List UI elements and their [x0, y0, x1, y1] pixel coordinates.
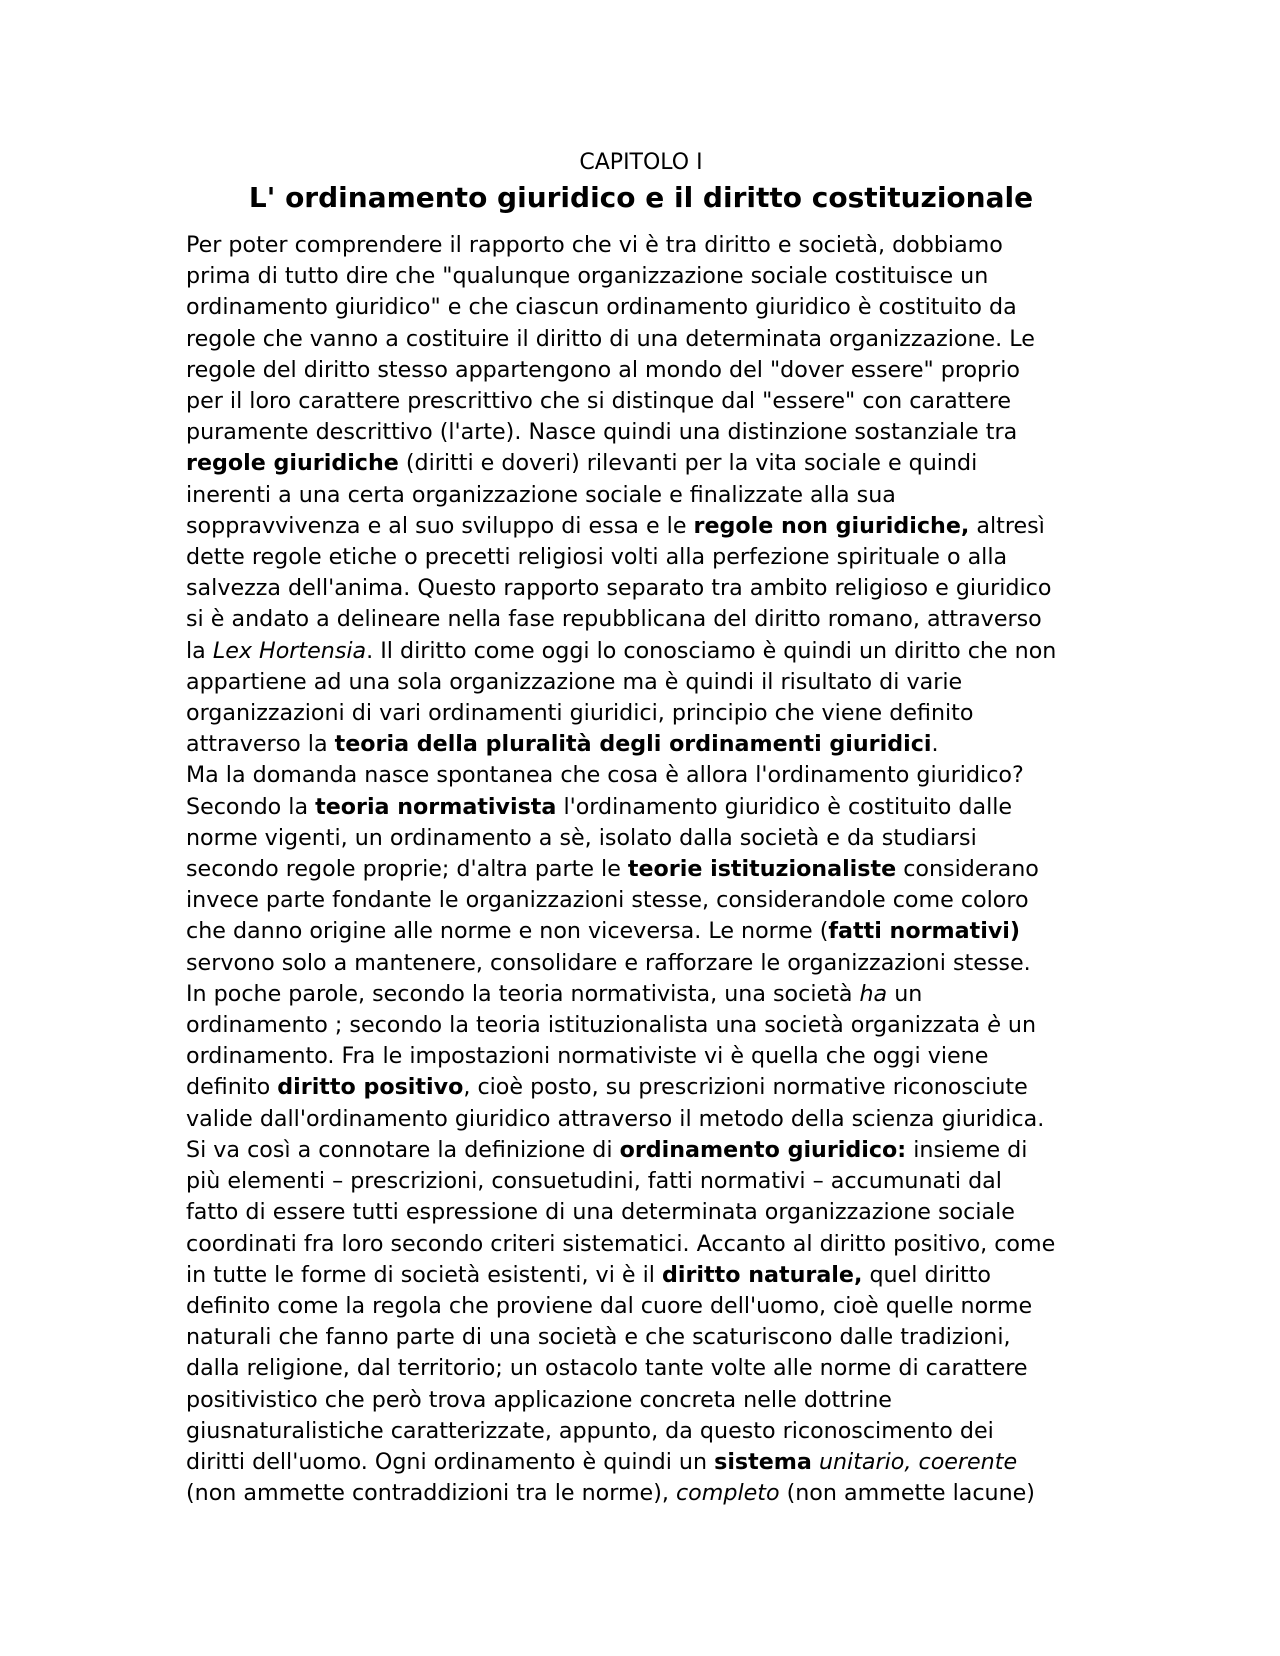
text-line [186, 823, 1096, 854]
text-segment: definito [186, 1074, 278, 1101]
text-segment [812, 1449, 819, 1475]
text-line [186, 573, 1096, 604]
text-line [186, 261, 1096, 292]
text-segment: la [186, 637, 213, 664]
bold-term: sistema [714, 1448, 812, 1475]
text-line [186, 1447, 1096, 1478]
text-segment: per il loro carattere prescrittivo che si distinque dal "essere" con carattere [186, 388, 1012, 415]
text-segment: regole che vanno a costituire il diritto di una determinata organizzazione. Le [186, 325, 1035, 352]
text-line [186, 1478, 1096, 1509]
text-line [186, 1229, 1096, 1260]
text-line [186, 386, 1096, 417]
text-segment: servono solo a mantenere, consolidare e rafforzare le organizzazioni stesse. [186, 949, 1031, 976]
document-page [186, 148, 1096, 1509]
text-line [186, 854, 1096, 885]
text-line [186, 885, 1096, 916]
text-segment: (non ammette lacune) [779, 1480, 1035, 1507]
text-segment: ordinamento giuridico" e che ciascun ordinamento giuridico è costituito da [186, 294, 1017, 321]
text-segment: più elementi – prescrizioni, consuetudini, fatti normativi – accumunati dal [186, 1168, 1002, 1195]
text-segment: un [1000, 1012, 1037, 1039]
text-line [186, 1260, 1096, 1291]
text-line [186, 667, 1096, 698]
text-line [186, 729, 1096, 760]
text-line [186, 542, 1096, 573]
text-line [186, 792, 1096, 823]
chapter-title: L' ordinamento giuridico e il diritto costituzionale [248, 181, 1034, 214]
text-line [186, 480, 1096, 511]
text-segment: altresì [969, 512, 1045, 539]
text-line [186, 355, 1096, 386]
text-line [186, 1197, 1096, 1228]
text-line [186, 1322, 1096, 1353]
text-line [186, 636, 1096, 667]
bold-term: fatti normativi) [828, 918, 1021, 945]
italic-term: ha [859, 980, 888, 1007]
text-line [186, 916, 1096, 947]
text-segment: . [931, 731, 939, 758]
italic-term: completo [675, 1480, 780, 1507]
text-segment: insieme di [906, 1136, 1028, 1163]
text-segment: quel diritto [862, 1261, 991, 1288]
text-segment: norme vigenti, un ordinamento a sè, isolato dalla società e da studiarsi [186, 824, 977, 851]
text-line [186, 1385, 1096, 1416]
bold-term: ordinamento giuridico: [619, 1136, 907, 1163]
text-segment: dette regole etiche o precetti religiosi volti alla perfezione spirituale o alla [186, 544, 1008, 571]
text-segment: diritti dell'uomo. Ogni ordinamento è quindi un [186, 1448, 715, 1475]
text-line [186, 1166, 1096, 1197]
text-segment: (non ammette contraddizioni tra le norme), [186, 1480, 676, 1507]
text-line [186, 760, 1096, 791]
text-segment: . Il diritto come oggi lo conosciamo è quindi un diritto che non [366, 637, 1057, 664]
text-line [186, 448, 1096, 479]
text-segment: ordinamento. Fra le impostazioni normativiste vi è quella che oggi viene [186, 1043, 989, 1070]
text-segment: (diritti e doveri) rilevanti per la vita sociale e quindi [398, 450, 978, 477]
text-segment: secondo regole proprie; d'altra parte le [186, 856, 628, 883]
text-line [186, 698, 1096, 729]
text-line [186, 511, 1096, 542]
text-line [186, 1353, 1096, 1384]
text-segment: organizzazioni di vari ordinamenti giuridici, principio che viene definito [186, 700, 974, 727]
text-segment: che danno origine alle norme e non viceversa. Le norme ( [186, 918, 829, 945]
text-segment: un [887, 980, 923, 1007]
text-segment: invece parte fondante le organizzazioni stesse, considerandole come coloro [186, 887, 1029, 914]
bold-term: diritto positivo [277, 1074, 464, 1101]
text-segment: dalla religione, dal territorio; un ostacolo tante volte alle norme di carattere [186, 1355, 1028, 1382]
text-line [186, 417, 1096, 448]
italic-term: è [987, 1012, 1001, 1039]
text-segment: giusnaturalistiche caratterizzate, appunto, da questo riconoscimento dei [186, 1417, 994, 1444]
text-line [186, 979, 1096, 1010]
text-segment: valide dall'ordinamento giuridico attraverso il metodo della scienza giuridica. [186, 1105, 1045, 1132]
text-segment: prima di tutto dire che "qualunque organizzazione sociale costituisce un [186, 263, 989, 290]
italic-term: unitario, coerente [818, 1448, 1018, 1475]
text-segment: l'ordinamento giuridico è costituito dalle [556, 793, 1013, 820]
text-segment: naturali che fanno parte di una società e che scaturiscono dalle tradizioni, [186, 1324, 1011, 1351]
text-line [186, 292, 1096, 323]
text-segment: si è andato a delineare nella fase repubblicana del diritto romano, attraverso [186, 606, 1042, 633]
text-segment: In poche parole, secondo la teoria normativista, una società [186, 980, 860, 1007]
text-line [186, 604, 1096, 635]
text-segment: puramente descrittivo (l'arte). Nasce quindi una distinzione sostanziale tra [186, 419, 1018, 446]
bold-term: teorie istituzionaliste [627, 856, 897, 883]
text-segment: Ma la domanda nasce spontanea che cosa è allora l'ordinamento giuridico? [186, 762, 1024, 789]
text-segment: regole del diritto stesso appartengono al mondo del "dover essere" proprio [186, 356, 1020, 383]
bold-term: regole giuridiche [186, 450, 399, 477]
text-line [186, 1291, 1096, 1322]
text-segment: positivistico che però trova applicazione concreta nelle dottrine [186, 1386, 892, 1413]
text-segment: considerano [896, 856, 1039, 883]
text-segment: soppravvivenza e al suo sviluppo di essa e le [186, 512, 694, 539]
text-line [186, 1135, 1096, 1166]
text-segment: fatto di essere tutti espressione di una determinata organizzazione sociale [186, 1199, 1015, 1226]
chapter-label: CAPITOLO I [579, 150, 703, 175]
text-line [186, 1416, 1096, 1447]
text-line [186, 1104, 1096, 1135]
text-line [186, 1041, 1096, 1072]
text-segment: definito come la regola che proviene dal cuore dell'uomo, cioè quelle norme [186, 1292, 1033, 1319]
text-segment: attraverso la [186, 731, 335, 758]
text-segment: Per poter comprendere il rapporto che vi è tra diritto e società, dobbiamo [186, 232, 1003, 258]
text-segment: salvezza dell'anima. Questo rapporto separato tra ambito religioso e giuridico [186, 575, 1052, 602]
text-segment: appartiene ad una sola organizzazione ma è quindi il risultato di varie [186, 668, 963, 695]
bold-term: teoria normativista [315, 793, 557, 820]
text-line [186, 230, 1096, 261]
text-segment: Secondo la [186, 793, 316, 820]
text-segment: , cioè posto, su prescrizioni normative riconosciute [463, 1074, 1028, 1101]
italic-term: Lex Hortensia [212, 637, 367, 664]
bold-term: diritto naturale, [662, 1261, 863, 1288]
text-line [186, 1072, 1096, 1103]
text-segment: Si va così a connotare la definizione di [186, 1136, 620, 1163]
text-line [186, 324, 1096, 355]
text-segment: in tutte le forme di società esistenti, vi è il [186, 1261, 662, 1288]
text-segment: coordinati fra loro secondo criteri sistematici. Accanto al diritto positivo, come [186, 1230, 1056, 1257]
bold-term: teoria della pluralità degli ordinamenti giuridici [334, 731, 932, 758]
body-paragraph [186, 230, 1096, 1509]
text-segment: ordinamento ; secondo la teoria istituzionalista una società organizzata [186, 1012, 988, 1039]
text-line [186, 948, 1096, 979]
text-segment: inerenti a una certa organizzazione sociale e finalizzate alla sua [186, 481, 896, 508]
text-line [186, 1010, 1096, 1041]
bold-term: regole non giuridiche, [693, 512, 970, 539]
